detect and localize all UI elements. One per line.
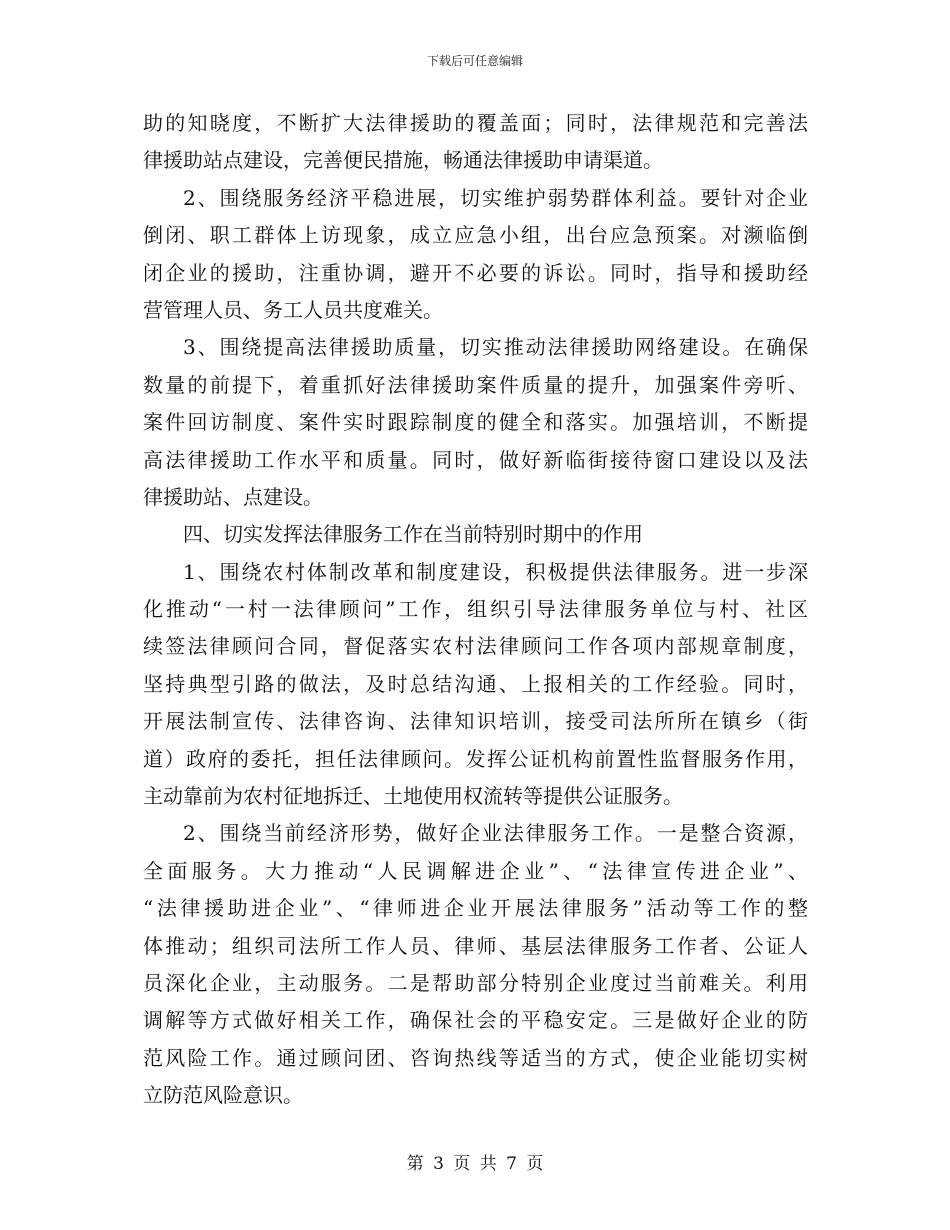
paragraph [143, 329, 808, 516]
page-number: 第 3 页 共 7 页 [406, 1154, 544, 1174]
document-body [143, 105, 808, 1115]
text-line: 3、围绕提高法律援助质量，切实推动法律援助网络建设。在确保 [183, 335, 808, 360]
text-line: 坚持典型引路的做法，及时总结沟通、上报相关的工作经验。同时， [143, 671, 808, 696]
text-line: 2、围绕当前经济形势，做好企业法律服务工作。一是整合资源， [183, 821, 808, 846]
text-line: 闭企业的援助，注重协调，避开不必要的诉讼。同时，指导和援助经 [143, 260, 808, 285]
text-line: 范风险工作。通过顾问团、咨询热线等适当的方式，使企业能切实树 [143, 1045, 808, 1070]
text-line: 立防范风险意识。 [143, 1083, 303, 1108]
text-line: 调解等方式做好相关工作，确保社会的平稳安定。三是做好企业的防 [143, 1008, 808, 1033]
text-line: 员深化企业，主动服务。二是帮助部分特别企业度过当前难关。利用 [143, 970, 808, 995]
text-line: 开展法制宣传、法律咨询、法律知识培训，接受司法所所在镇乡（街 [143, 709, 808, 734]
text-line: 助的知晓度，不断扩大法律援助的覆盖面；同时，法律规范和完善法 [143, 111, 808, 135]
paragraph [143, 815, 808, 1114]
text-line: 1、围绕农村体制改革和制度建设，积极提供法律服务。进一步深 [183, 559, 808, 584]
text-line: 体推动；组织司法所工作人员、律师、基层法律服务工作者、公证人 [143, 933, 808, 958]
text-line: 四、切实发挥法律服务工作在当前特别时期中的作用 [183, 522, 643, 547]
paragraph [143, 105, 808, 180]
paragraph [143, 554, 808, 816]
text-line: 案件回访制度、案件实时跟踪制度的健全和落实。加强培训，不断提 [143, 410, 808, 435]
text-line: 律援助站、点建设。 [143, 484, 323, 509]
text-line: 营管理人员、务工人员共度难关。 [143, 297, 443, 322]
text-line: 数量的前提下，着重抓好法律援助案件质量的提升，加强案件旁听、 [143, 372, 808, 397]
paragraph [143, 516, 808, 553]
text-line: 道）政府的委托，担任法律顾问。发挥公证机构前置性监督服务作用， [143, 746, 808, 771]
text-line: 主动靠前为农村征地拆迁、土地使用权流转等提供公证服务。 [143, 784, 683, 809]
text-line: 律援助站点建设，完善便民措施，畅通法律援助申请渠道。 [143, 148, 663, 173]
text-line: 化推动“一村一法律顾问”工作，组织引导法律服务单位与村、社区 [143, 597, 808, 622]
text-line: 倒闭、职工群体上访现象，成立应急小组，出台应急预案。对濒临倒 [143, 223, 808, 248]
text-line: 2、围绕服务经济平稳进展，切实维护弱势群体利益。要针对企业 [183, 185, 808, 210]
text-line: 全面服务。大力推动“人民调解进企业”、“法律宣传进企业”、 [143, 858, 808, 883]
text-line: “法律援助进企业”、“律师进企业开展法律服务”活动等工作的整 [143, 896, 808, 921]
paragraph [143, 180, 808, 330]
text-line: 续签法律顾问合同，督促落实农村法律顾问工作各项内部规章制度， [143, 634, 808, 659]
page-header: 下载后可任意编辑 [426, 54, 523, 68]
text-line: 高法律援助工作水平和质量。同时，做好新临街接待窗口建设以及法 [143, 447, 808, 472]
